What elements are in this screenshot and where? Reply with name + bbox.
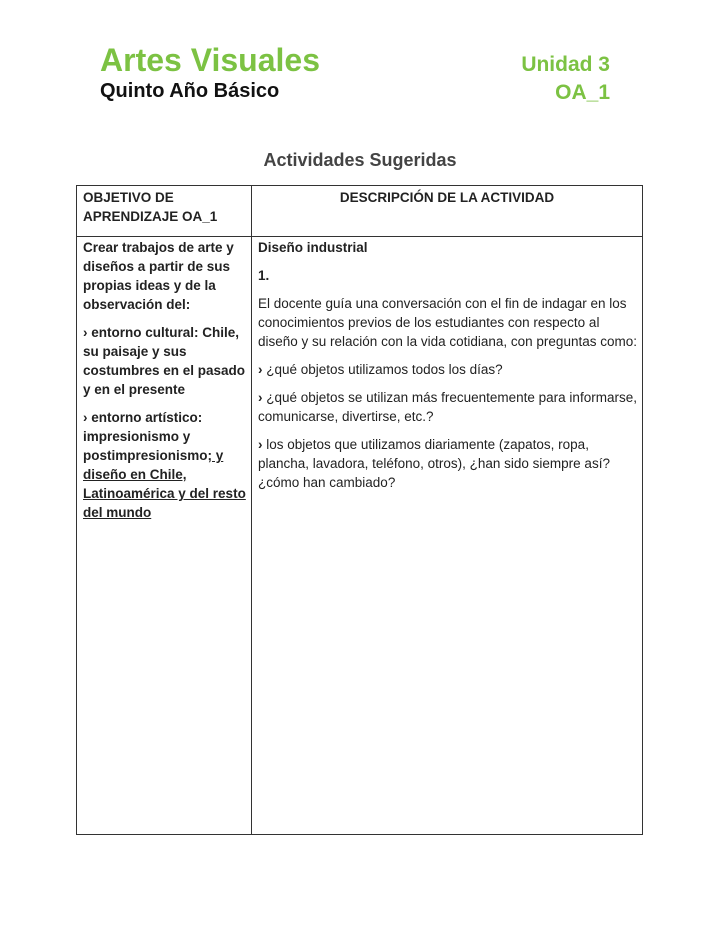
objective-item-artistic-underlined: ; y diseño en Chile, Latinoamérica y del resto del mundo	[83, 448, 246, 520]
objective-item-artistic-text: › entorno artístico: impresionismo y postimpresionismo	[83, 410, 208, 463]
header-divider	[77, 236, 642, 237]
bullet-marker: ›	[258, 437, 263, 452]
activity-intro: El docente guía una conversación con el fin de indagar en los conocimientos previos de los estudiantes con respecto al diseño y su relación con la vida cotidiana, con preguntas como:	[258, 296, 637, 349]
objective-item-artistic	[83, 408, 247, 522]
section-title: Actividades Sugeridas	[263, 150, 457, 170]
activity-question-2	[258, 388, 638, 426]
unit-label: Unidad 3	[521, 53, 610, 76]
page-title: Artes Visuales	[100, 42, 320, 78]
activity-cell	[258, 238, 638, 501]
column-divider	[251, 186, 252, 834]
activity-title: Diseño industrial	[258, 240, 368, 255]
activity-question-3	[258, 435, 638, 492]
question-text: ¿qué objetos se utilizan más frecuentemente para informarse, comunicarse, divertirse, etc.?	[258, 390, 637, 424]
page-subtitle: Quinto Año Básico	[100, 80, 280, 102]
objective-item-cultural: › entorno cultural: Chile, su paisaje y sus costumbres en el pasado y en el presente	[83, 325, 246, 397]
activities-table	[76, 185, 643, 835]
objective-intro: Crear trabajos de arte y diseños a partir de sus propias ideas y de la observación del:	[83, 240, 234, 312]
oa-label: OA_1	[555, 81, 610, 104]
bullet-marker: ›	[258, 362, 263, 377]
activity-question-1	[258, 360, 638, 379]
objective-header: OBJETIVO DE APRENDIZAJE OA_1	[83, 190, 218, 224]
activity-number: 1.	[258, 268, 270, 283]
activity-header: DESCRIPCIÓN DE LA ACTIVIDAD	[339, 190, 555, 205]
question-text: los objetos que utilizamos diariamente (zapatos, ropa, plancha, lavadora, teléfono, otros), ¿han sido siempre así? ¿cómo han cambiado?	[258, 437, 610, 490]
bullet-marker: ›	[258, 390, 263, 405]
question-text: ¿qué objetos utilizamos todos los días?	[266, 362, 503, 377]
objective-cell	[83, 238, 247, 531]
